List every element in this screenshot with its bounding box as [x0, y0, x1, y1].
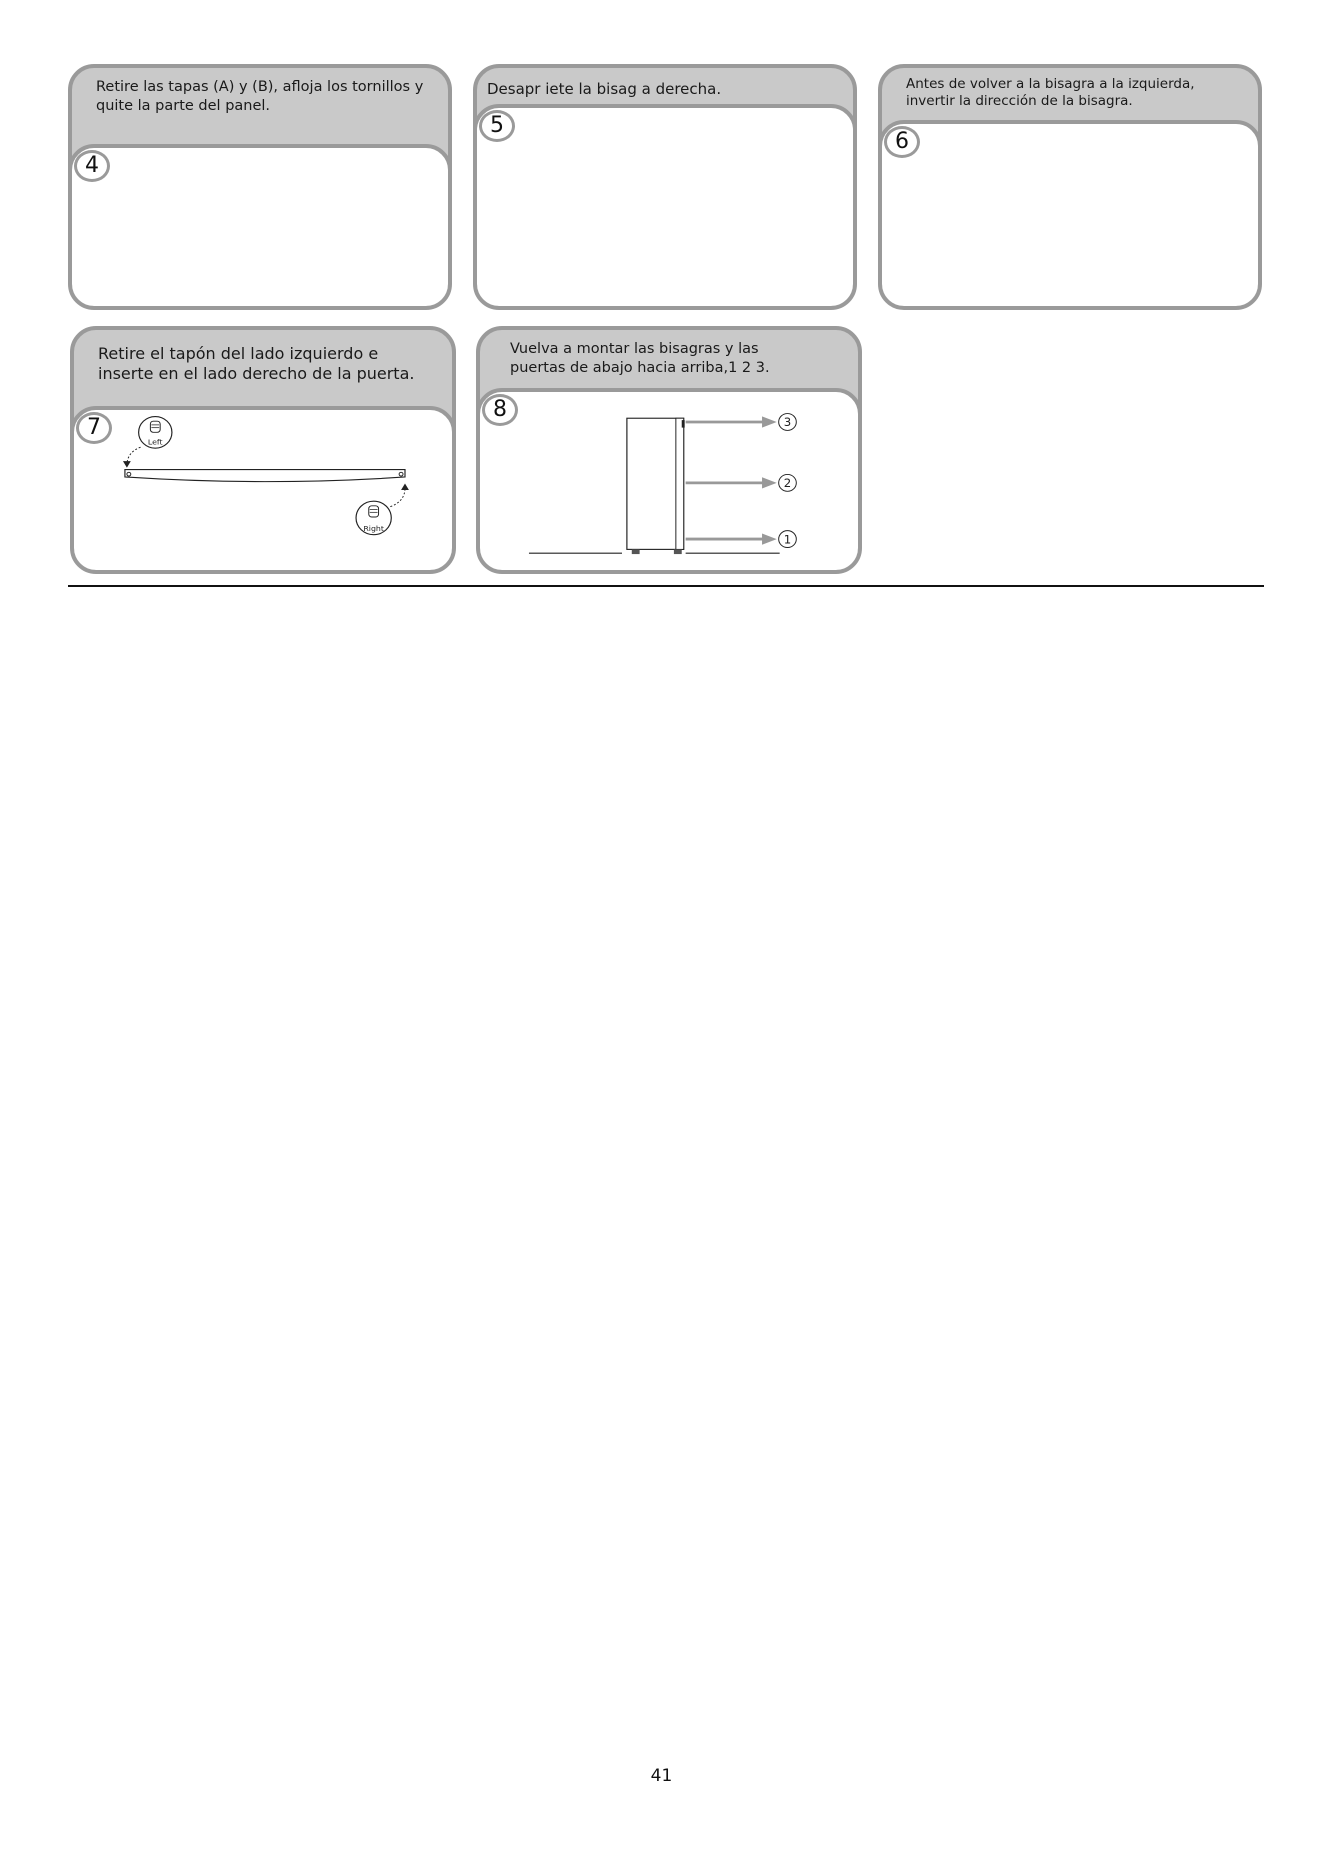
right-arrow [390, 488, 405, 507]
refrigerator-body [627, 418, 684, 549]
door-plug-diagram [74, 410, 452, 570]
right-foot [674, 549, 682, 554]
step-7-panel [70, 326, 456, 574]
step-8-caption: Vuelva a montar las bisagras y las puertas de abajo hacia arriba,1 2 3. [510, 341, 770, 376]
step-8-illustration-area [476, 388, 862, 574]
step-7-illustration-area [70, 406, 456, 574]
step-5-number: 5 [479, 110, 515, 142]
hinge-3-label: 3 [783, 415, 792, 430]
step-8-number: 8 [482, 394, 518, 426]
step-5-caption: Desapr iete la bisag a derecha. [487, 80, 722, 98]
step-4-illustration-area [68, 144, 452, 310]
step-5-panel [473, 64, 857, 310]
step-6-panel [878, 64, 1262, 310]
door-bar [125, 470, 405, 482]
step-6-illustration-area [878, 120, 1262, 310]
page-number: 41 [650, 1766, 673, 1786]
left-foot [632, 549, 640, 554]
section-divider [68, 585, 1264, 587]
step-4-caption: Retire las tapas (A) y (B), afloja los tornillos y quite la parte del panel. [96, 79, 424, 114]
hinge-2-label: 2 [783, 476, 792, 491]
step-7-number: 7 [76, 412, 112, 444]
left-label: Left [147, 437, 163, 447]
step-6-caption: Antes de volver a la bisagra a la izquierda, invertir la dirección de la bisagra. [906, 76, 1195, 109]
step-5-illustration-area [473, 104, 857, 310]
right-label: Right [363, 524, 384, 533]
refrigerator-hinge-diagram [480, 392, 858, 570]
step-7-caption: Retire el tapón del lado izquierdo e inserte en el lado derecho de la puerta. [98, 344, 415, 383]
step-8-panel [476, 326, 862, 574]
step-4-panel [68, 64, 452, 310]
step-6-number: 6 [884, 126, 920, 158]
refrigerator-door [676, 418, 684, 549]
hinge-1-label: 1 [783, 532, 792, 547]
step-4-number: 4 [74, 150, 110, 182]
